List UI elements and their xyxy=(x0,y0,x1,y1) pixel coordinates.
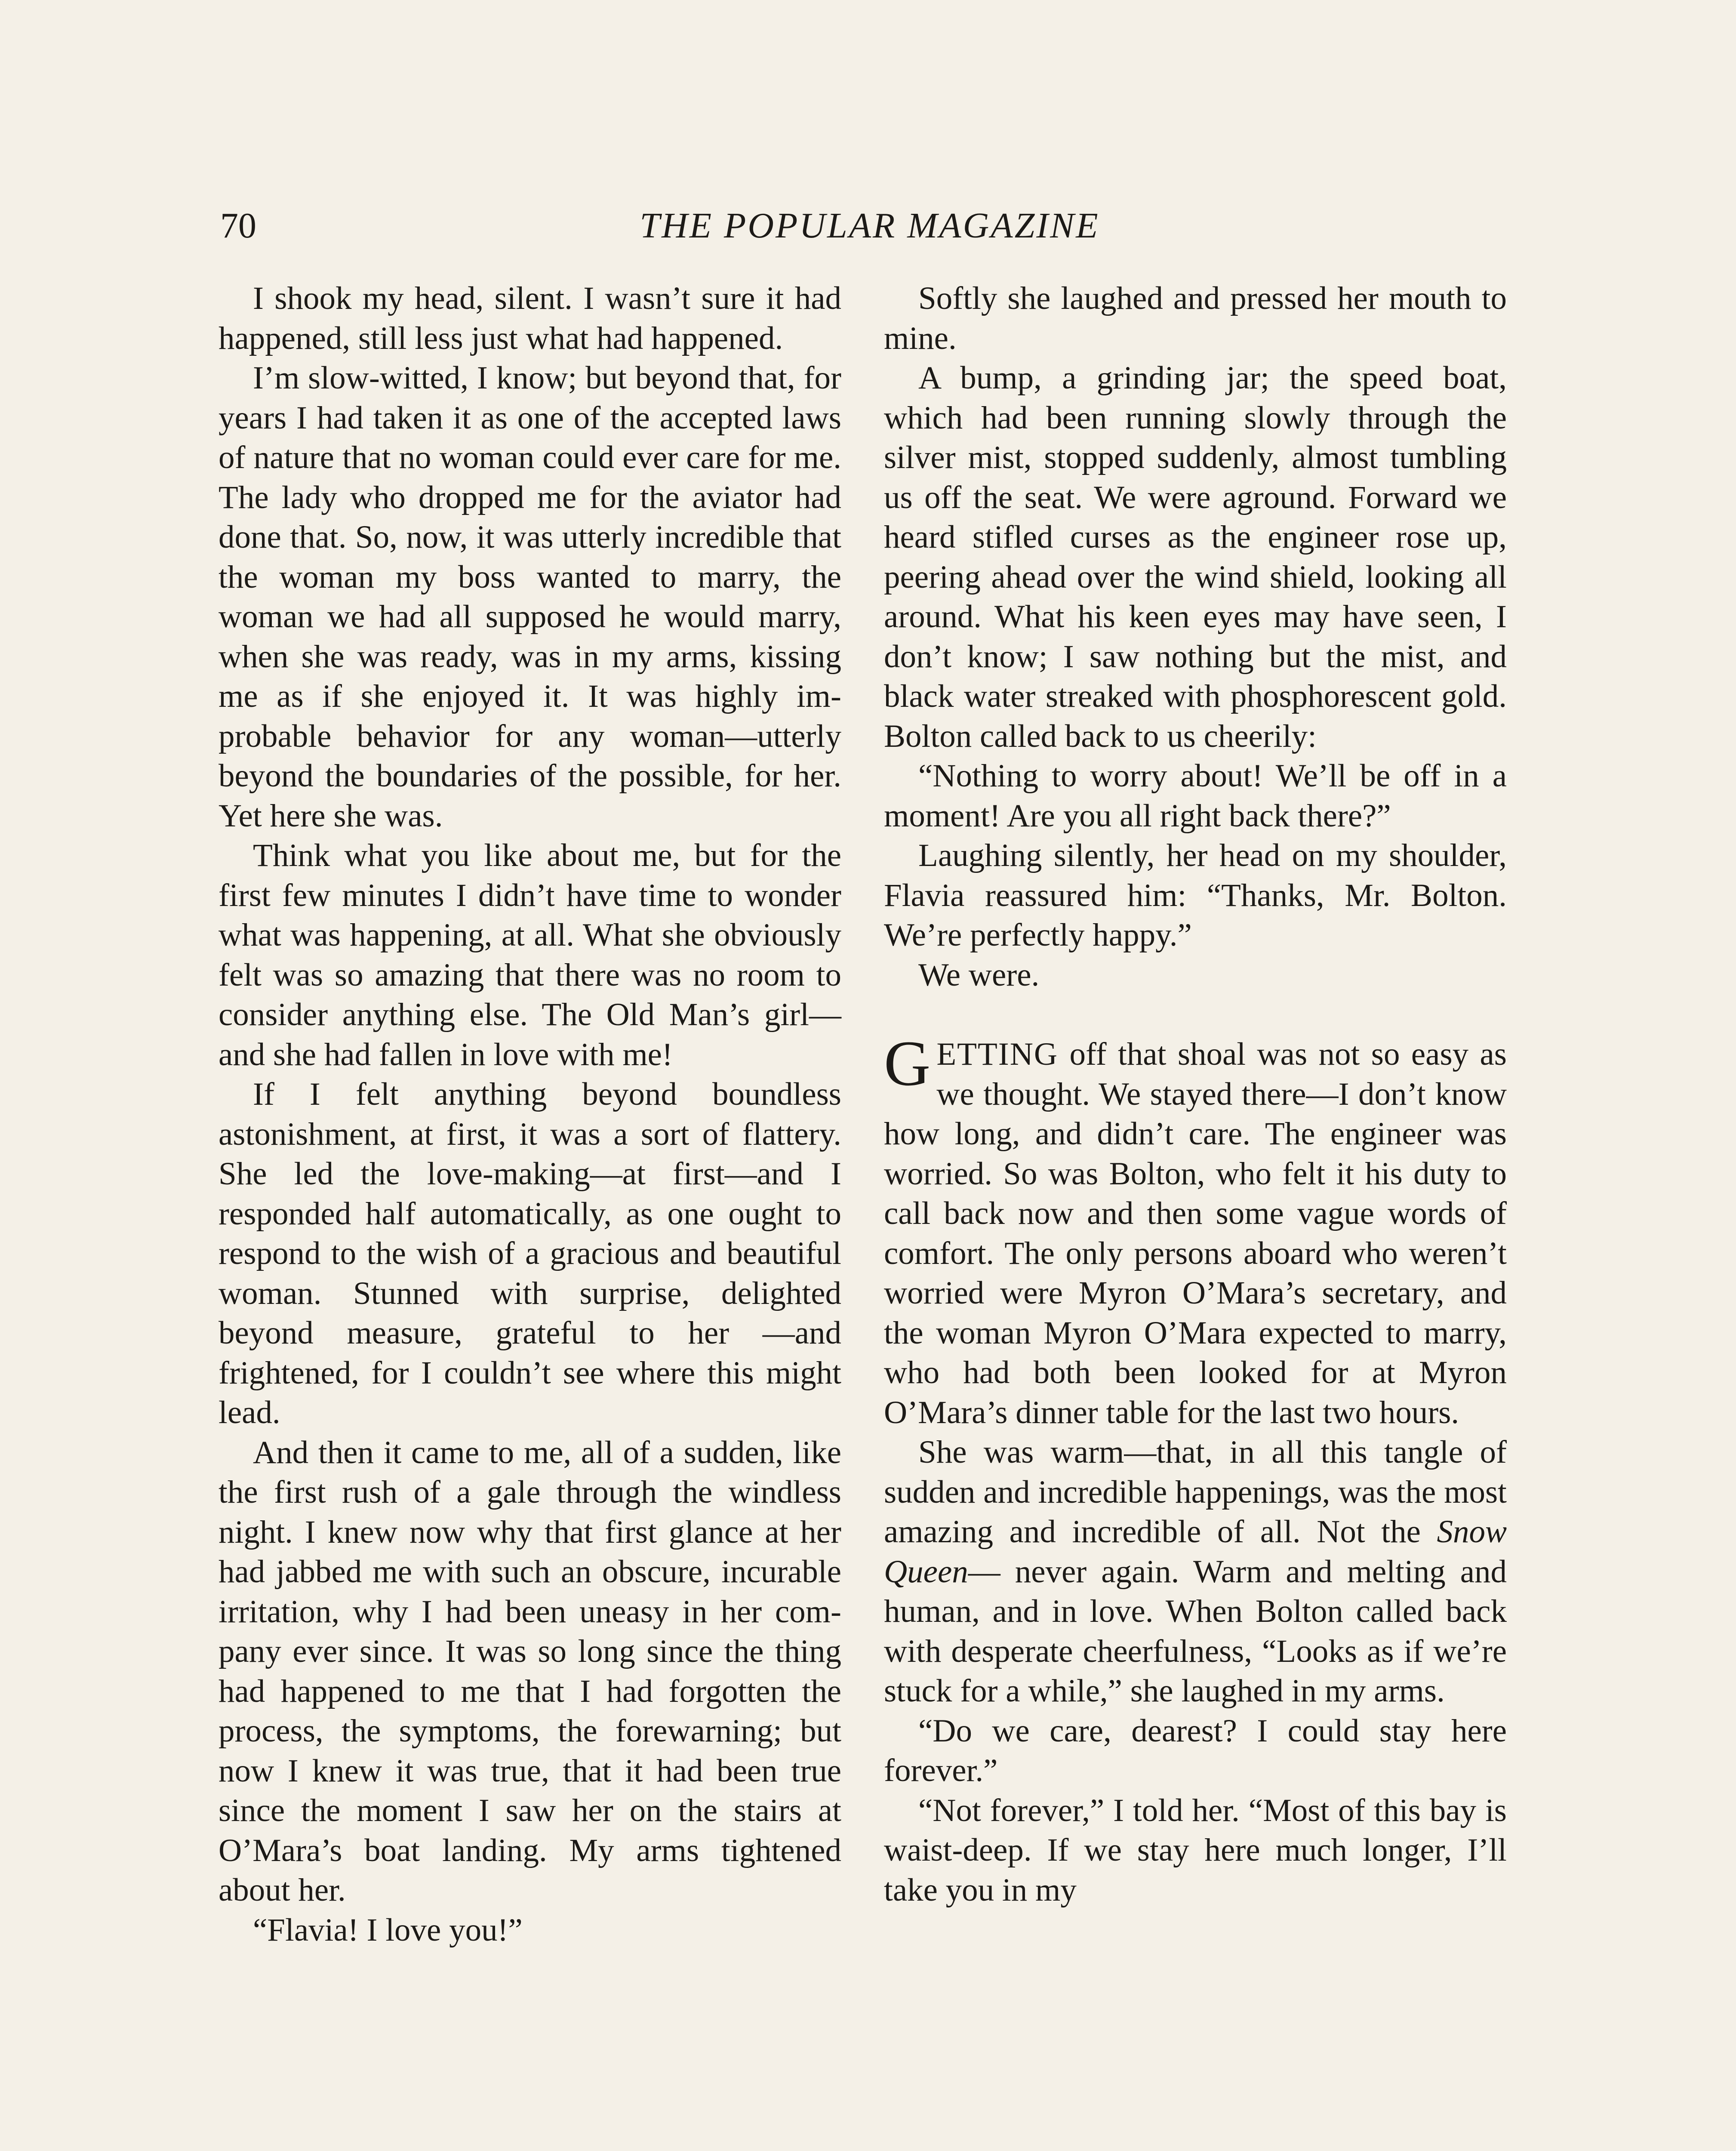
section-start-paragraph xyxy=(884,1028,1507,1433)
paragraph: I’m slow-witted, I know; but beyond that, for years I had taken it as one of the accepted laws of nature that no woman could ever care for me. The lady who dropped me for the aviator had done that. So, now, it was utterly incredible that the woman my boss wanted to marry, the woman we had all supposed he would marry, when she was ready, was in my arms, kissing me as if she enjoyed it. It was highly improbable behavior for any woman—utterly beyond the boundaries of the possible, for her. Yet here she was. xyxy=(219,360,841,834)
paragraph: Laughing silently, her head on my shoulder, Flavia reassured him: “Thanks, Mr. Bolton. We’re perfectly happy.” xyxy=(884,838,1507,953)
paragraph-text: She was warm—that, in all this tangle of sudden and incredible happenings, was the most amazing and incredible of all. Not the xyxy=(884,1434,1507,1550)
paragraph: Think what you like about me, but for the first few minutes I didn’t have time to wonder what was happening, at all. What she obviously felt was so amazing that there was no room to consider anything else. The Old Man’s girl—and she had fallen in love with me! xyxy=(219,838,841,1072)
italic-title: Snow Queen xyxy=(884,1514,1507,1590)
paragraph: “Do we care, dearest? I could stay here forever.” xyxy=(884,1713,1507,1788)
left-column xyxy=(219,279,841,1950)
paragraph: And then it came to me, all of a sudden, like the first rush of a gale through the windless night. I knew now why that first glance at her had jabbed me with such an obscure, incurable irritation, why I had been uneasy in her company ever since. It was so long since the thing had happened to me that I had forgotten the process, the symptoms, the forewarning; but now I knew it was true, that it had been true since the moment I saw her on the stairs at O’Mara’s boat landing. My arms tightened about her. xyxy=(219,1434,841,1908)
paragraph: I shook my head, silent. I wasn’t sure it had happened, still less just what had happened. xyxy=(219,280,841,356)
paragraph: Softly she laughed and pressed her mouth to mine. xyxy=(884,280,1507,356)
paragraph-text: off that shoal was not so easy as we thought. We stayed there—I don’t know how long, and didn’t care. The engineer was worried. So was Bolton, who felt it his duty to call back now and then some vague words of comfort. The only persons aboard who weren’t worried were Myron O’Mara’s secretary, and the woman Myron O’Mara expected to marry, who had both been looked for at Myron O’Mara’s dinner table for the last two hours. xyxy=(884,1036,1507,1430)
page-number: 70 xyxy=(220,206,256,246)
paragraph: We were. xyxy=(918,957,1040,993)
running-title: THE POPULAR MAGAZINE xyxy=(640,206,1100,246)
paragraph: “Not forever,” I told her. “Most of this bay is waist-deep. If we stay here much longer, I’ll take you in my xyxy=(884,1792,1507,1908)
page-header xyxy=(220,196,1519,256)
paragraph: A bump, a grinding jar; the speed boat, which had been running slowly through the silver mist, stopped suddenly, almost tumbling us off the seat. We were aground. Forward we heard stifled curses as the engineer rose up, peering ahead over the wind shield, looking all around. What his keen eyes may have seen, I don’t know; I saw nothing but the mist, and black water streaked with phosphorescent gold. Bolton called back to us cheerily: xyxy=(884,360,1507,754)
paragraph xyxy=(884,1433,1507,1711)
drop-cap: G xyxy=(884,1028,931,1099)
paragraph-text: — never again. Warm and melting and human, and in love. When Bolton called back with desperate cheerfulness, “Looks as if we’re stuck for a while,” she laughed in my arms. xyxy=(884,1553,1507,1709)
paragraph: “Flavia! I love you!” xyxy=(253,1912,523,1948)
small-caps-lead: ETTING xyxy=(936,1036,1059,1072)
paragraph: If I felt anything beyond boundless astonishment, at first, it was a sort of flattery. She led the love-making—at first—and I responded half automatically, as one ought to respond to the wish of a gracious and beautiful woman. Stunned with surprise, delighted beyond measure, grateful to her —and frightened, for I couldn’t see where this might lead. xyxy=(219,1076,841,1430)
paragraph: “Nothing to worry about! We’ll be off in a moment! Are you all right back there?” xyxy=(884,758,1507,834)
right-column xyxy=(884,279,1507,1910)
